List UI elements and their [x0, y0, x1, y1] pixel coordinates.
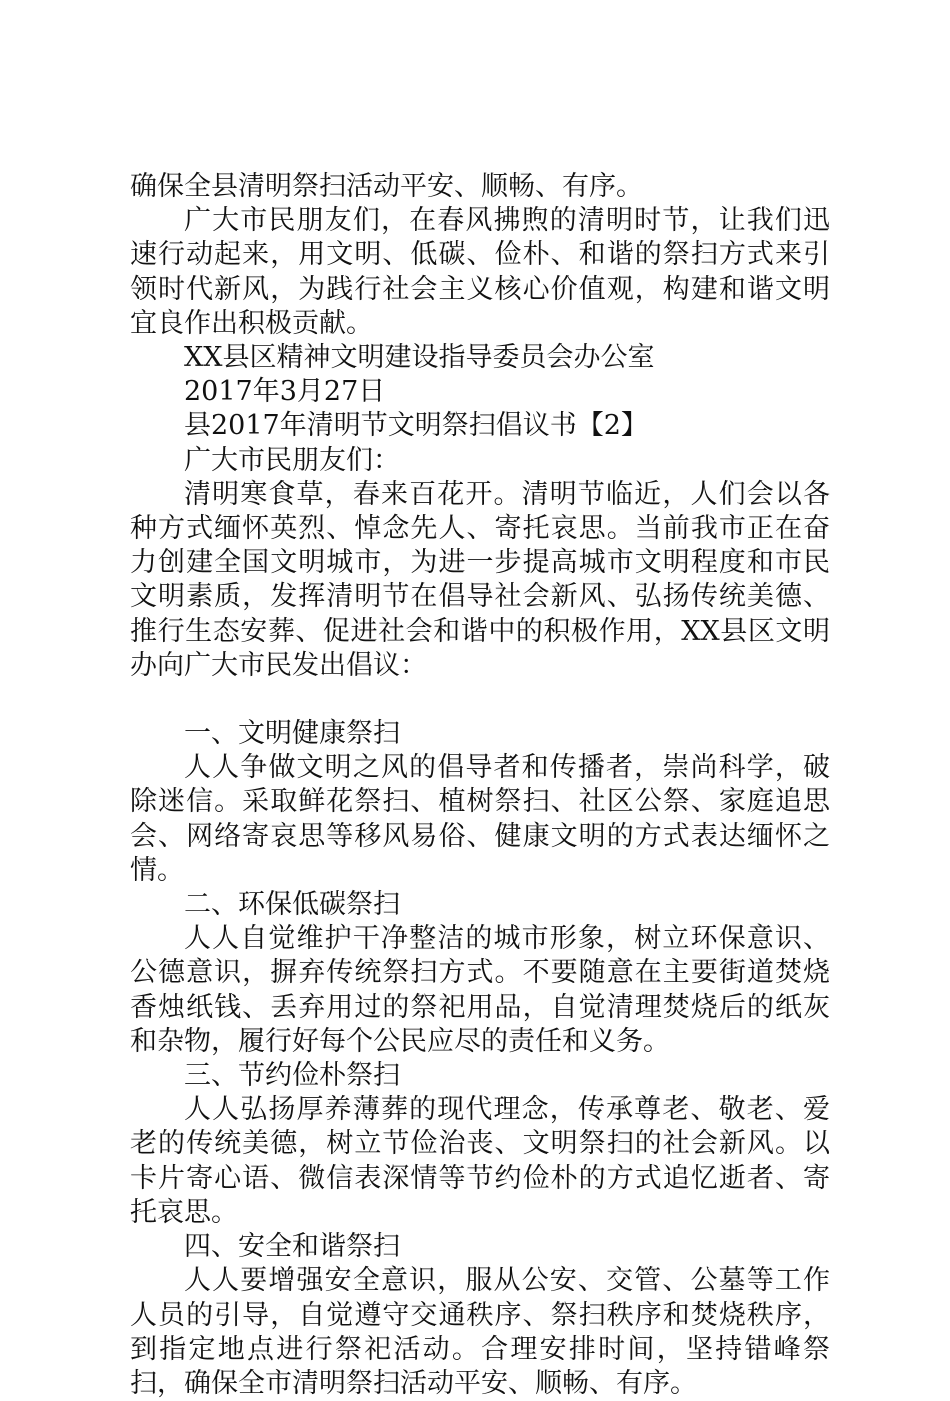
section-body: 人人弘扬厚养薄葬的现代理念，传承尊老、敬老、爱老的传统美德，树立节俭治丧、文明祭扫的社会新风。以卡片寄心语、微信表深情等节约俭朴的方式追忆逝者、寄托哀思。 — [130, 1094, 830, 1228]
intro-paragraph: 清明寒食草，春来百花开。清明节临近，人们会以各种方式缅怀英烈、悼念先人、寄托哀思。当前我市正在奋力创建全国文明城市，为进一步提高城市文明程度和市民文明素质，发挥清明节在倡导社会新风、弘扬传统美德、推行生态安葬、促进社会和谐中的积极作用，XX县区文明办向广大市民发出倡议： — [130, 478, 830, 681]
section-heading: 一、文明健康祭扫 — [184, 718, 400, 750]
signature: XX县区精神文明建设指导委员会办公室 — [184, 342, 655, 374]
section-body: 人人要增强安全意识，服从公安、交管、公墓等工作人员的引导，自觉遵守交通秩序、祭扫秩序和焚烧秩序，到指定地点进行祭祀活动。合理安排时间，坚持错峰祭扫，确保全市清明祭扫活动平安、顺畅、有序。 — [130, 1265, 830, 1399]
date-line: 2017年3月27日 — [184, 376, 386, 408]
section-heading: 二、环保低碳祭扫 — [184, 889, 400, 921]
section-body: 人人自觉维护干净整洁的城市形象，树立环保意识、公德意识，摒弃传统祭扫方式。不要随意在主要街道焚烧香烛纸钱、丢弃用过的祭祀用品，自觉清理焚烧后的纸灰和杂物，履行好每个公民应尽的责任和义务。 — [130, 923, 830, 1057]
blank-line — [130, 683, 830, 717]
section-body: 人人争做文明之风的倡导者和传播者，崇尚科学，破除迷信。采取鲜花祭扫、植树祭扫、社区公祭、家庭追思会、网络寄哀思等移风易俗、健康文明的方式表达缅怀之情。 — [130, 752, 830, 886]
section-heading: 三、节约俭朴祭扫 — [184, 1060, 400, 1092]
second-title: 县2017年清明节文明祭扫倡议书【2】 — [184, 410, 648, 442]
document-body — [130, 170, 830, 1401]
closing-paragraph: 广大市民朋友们，在春风拂煦的清明时节，让我们迅速行动起来，用文明、低碳、俭朴、和谐的祭扫方式来引领时代新风，为践行社会主义核心价值观，构建和谐文明宜良作出积极贡献。 — [130, 205, 830, 339]
salutation: 广大市民朋友们： — [184, 444, 400, 476]
section-heading: 四、安全和谐祭扫 — [184, 1231, 400, 1263]
lead-line: 确保全县清明祭扫活动平安、顺畅、有序。 — [130, 171, 643, 202]
